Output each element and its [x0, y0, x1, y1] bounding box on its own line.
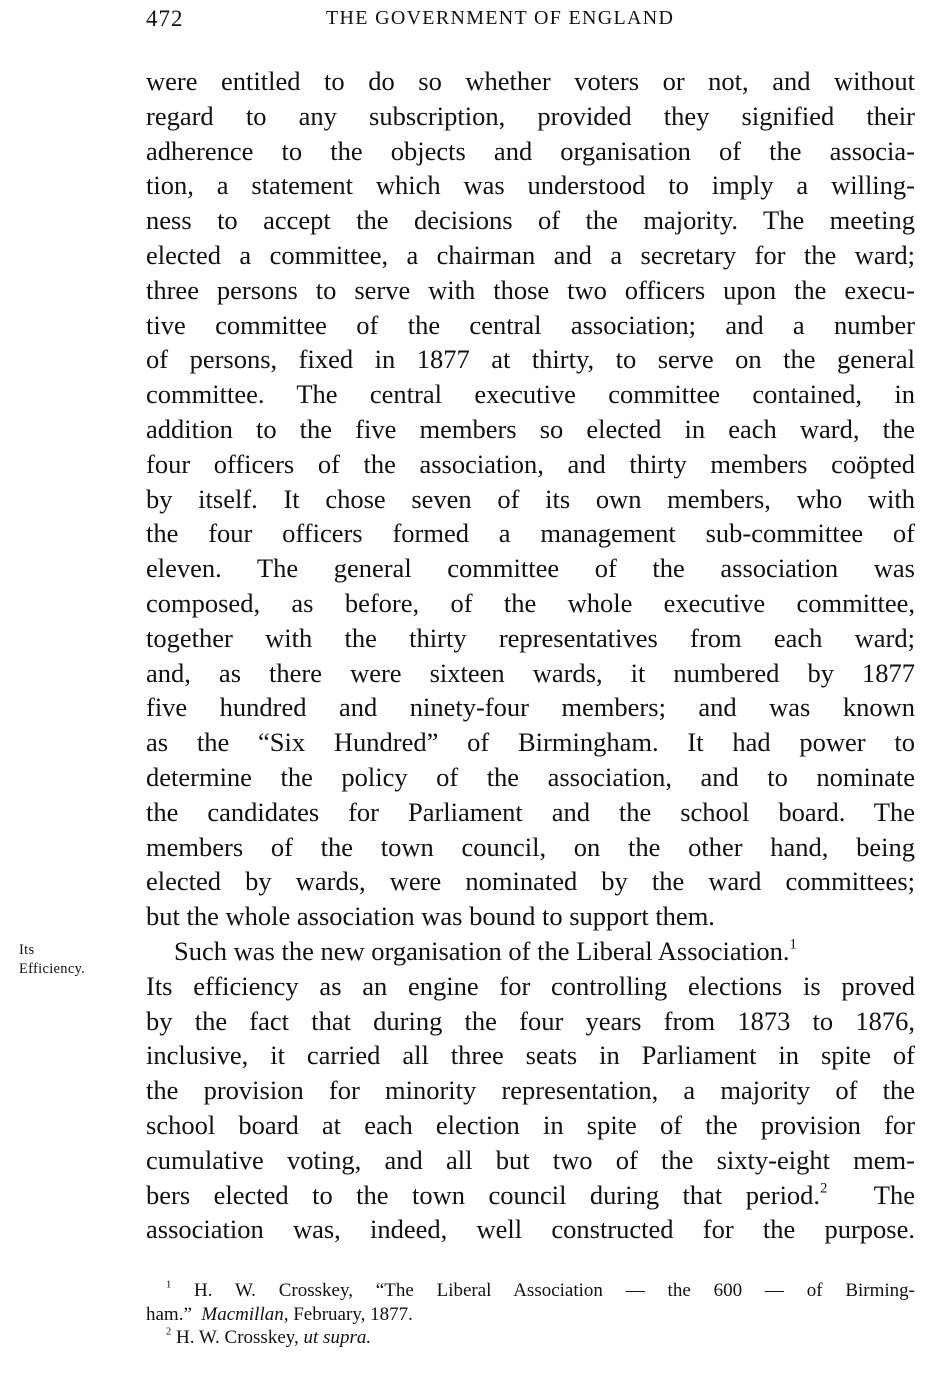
text-line: but the whole association was bound to support them. [146, 901, 715, 932]
text-fragment: H. W. Crosskey, “The Liberal Association — the 600 — of Birming- [194, 1280, 916, 1301]
margin-note [19, 941, 85, 979]
text-fragment: Macmillan, [201, 1303, 289, 1325]
text-line: committee. The central executive committee contained, in [146, 379, 915, 410]
text-line: together with the thirty representatives from each ward; [146, 622, 915, 653]
text-fragment: ham.” [146, 1303, 202, 1325]
text-line: tion, a statement which was understood to imply a willing- [146, 170, 915, 201]
text-line: regard to any subscription, provided they signified their [146, 100, 915, 131]
text-line: association was, indeed, well constructed for the purpose. [146, 1214, 915, 1245]
text-line: by itself. It chose seven of its own members, who with [146, 483, 915, 514]
text-line: addition to the five members so elected in each ward, the [146, 413, 915, 444]
text-fragment: Such was the new organisation of the Liberal Association. [174, 935, 790, 966]
running-title: THE GOVERNMENT OF ENGLAND [326, 7, 675, 29]
paragraph-first-line [146, 934, 915, 969]
text-line: composed, as before, of the whole executive committee, [146, 587, 915, 618]
text-line: the provision for minority representation, a majority of the [146, 1075, 915, 1106]
text-line: school board at each election in spite of the provision for [146, 1109, 915, 1140]
footnote-1-cont [146, 1303, 915, 1327]
footnote-ref: 2 [820, 1179, 828, 1196]
body-text [146, 64, 915, 1247]
text-fragment: ut supra. [303, 1327, 372, 1348]
text-line: tive committee of the central association; and a number [146, 309, 915, 340]
text-line [146, 1178, 915, 1213]
footnote-mark: 2 [166, 1326, 172, 1338]
text-line: four officers of the association, and thirty members coöpted [146, 448, 915, 479]
text-fragment: The [827, 1179, 915, 1210]
text-line: elected a committee, a chairman and a secretary for the ward; [146, 239, 915, 270]
text-line: as the “Six Hundred” of Birmingham. It had power to [146, 727, 915, 758]
margin-note-line: Its [19, 942, 35, 958]
text-line: cumulative voting, and all but two of the sixty-eight mem- [146, 1144, 915, 1175]
text-fragment: February, 1877. [288, 1303, 413, 1325]
page-number: 472 [146, 6, 184, 31]
text-line: members of the town council, on the other hand, being [146, 831, 915, 862]
text-line: inclusive, it carried all three seats in Parliament in spite of [146, 1040, 915, 1071]
footnotes [146, 1279, 915, 1350]
text-fragment: H. W. Crosskey, [175, 1327, 304, 1348]
margin-note-line: Efficiency. [19, 961, 86, 977]
footnote-ref: 1 [789, 936, 797, 953]
text-line: adherence to the objects and organisation of the associa- [146, 135, 915, 166]
footnote-1 [146, 1279, 915, 1303]
text-line: the candidates for Parliament and the school board. The [146, 796, 915, 827]
text-line: five hundred and ninety-four members; and was known [146, 692, 915, 723]
text-line: eleven. The general committee of the association was [146, 553, 915, 584]
text-line: elected by wards, were nominated by the ward committees; [146, 866, 915, 897]
text-fragment: bers elected to the town council during that period. [146, 1179, 821, 1210]
text-line: ness to accept the decisions of the majority. The meeting [146, 205, 915, 236]
text-line: by the fact that during the four years from 1873 to 1876, [146, 1005, 915, 1036]
text-line: were entitled to do so whether voters or not, and without [146, 66, 915, 96]
text-line: and, as there were sixteen wards, it numbered by 1877 [146, 657, 915, 688]
text-line: Its efficiency as an engine for controlling elections is proved [146, 970, 915, 1001]
text-line: the four officers formed a management sub-committee of [146, 518, 915, 549]
text-line: three persons to serve with those two officers upon the execu- [146, 274, 915, 305]
footnote-mark: 1 [166, 1279, 172, 1291]
text-line: determine the policy of the association, and to nominate [146, 761, 915, 792]
text-line: of persons, fixed in 1877 at thirty, to serve on the general [146, 344, 915, 375]
footnote-2 [146, 1326, 915, 1350]
